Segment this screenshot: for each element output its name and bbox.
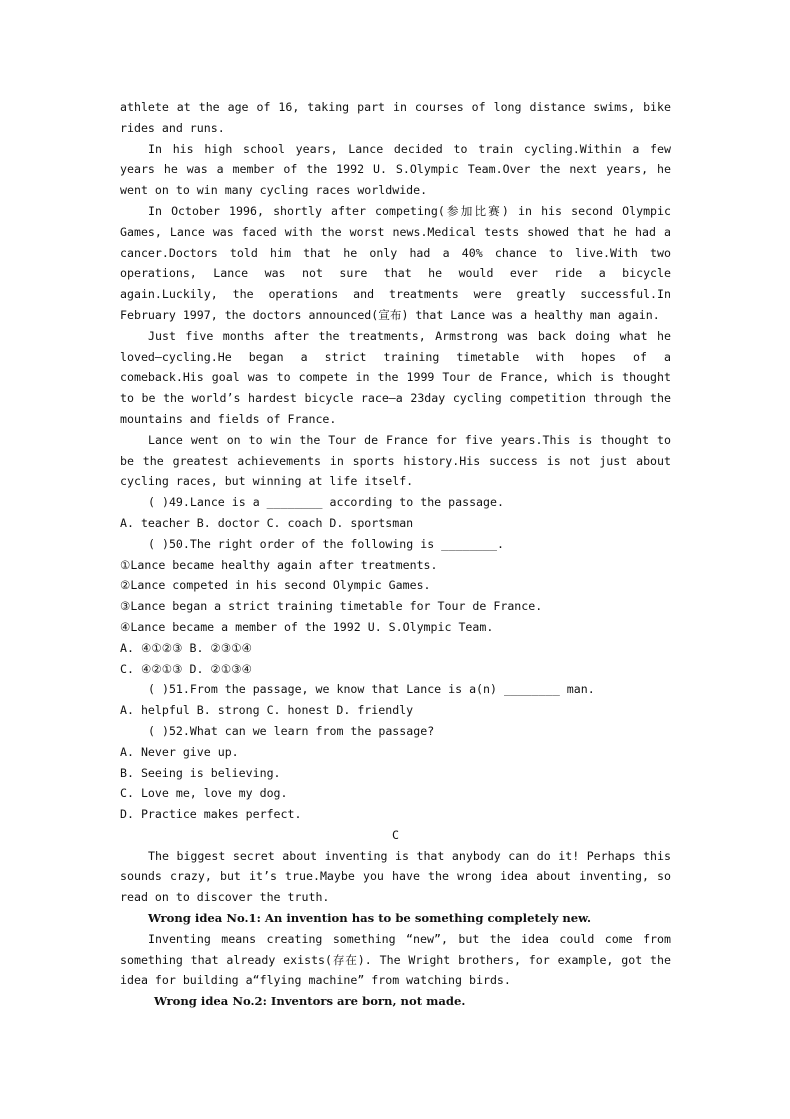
question-51: ( )51.From the passage, we know that Lance is a(n) ________ man.: [148, 682, 595, 697]
document-page: [120, 97, 671, 1012]
question-52-option-b: B. Seeing is believing.: [120, 765, 281, 780]
question-52: ( )52.What can we learn from the passage?: [148, 723, 435, 738]
wrong-idea-1-heading: Wrong idea No.1: An invention has to be something completely new.: [148, 911, 592, 926]
question-51-options: A. helpful B. strong C. honest D. friendly: [120, 703, 414, 718]
question-50-statement-4: ④Lance became a member of the 1992 U. S.Olympic Team.: [120, 619, 494, 634]
paragraph-b1-tail: athlete at the age of 16, taking part in courses of long distance swims, bike rides and runs.: [120, 100, 671, 135]
question-50-statement-1: ①Lance became healthy again after treatments.: [120, 557, 438, 572]
question-49: ( )49.Lance is a ________ according to the passage.: [148, 495, 504, 510]
paragraph-b2: In his high school years, Lance decided to train cycling.Within a few years he was a member of the 1992 U. S.Olympic Team.Over the next years, he went on to win many cycling races worldwide.: [120, 141, 671, 198]
question-50-statement-2: ②Lance competed in his second Olympic Games.: [120, 578, 431, 593]
paragraph-c-intro: The biggest secret about inventing is that anybody can do it! Perhaps this sounds crazy, but it’s true.Maybe you have the wrong idea about inventing, so read on to discover the truth.: [120, 848, 671, 905]
wrong-idea-2-heading: Wrong idea No.2: Inventors are born, not made.: [154, 994, 466, 1009]
question-50: ( )50.The right order of the following is ________.: [148, 536, 504, 551]
question-49-options: A. teacher B. doctor C. coach D. sportsman: [120, 515, 414, 530]
question-52-option-c: C. Love me, love my dog.: [120, 786, 288, 801]
question-52-option-d: D. Practice makes perfect.: [120, 807, 302, 822]
question-50-options-ab: A. ④①②③ B. ②③①④: [120, 640, 253, 655]
paragraph-b3: In October 1996, shortly after competing(参加比赛) in his second Olympic Games, Lance was faced with the worst news.Medical tests showed that he had a cancer.Doctors told him that he only had a 40% chance to live.With two operations, Lance was not sure that he would ever ride a bicycle again.Luckily, the operations and treatments were greatly successful.In February 1997, the doctors announced(宣布) that Lance was a healthy man again.: [120, 203, 671, 322]
question-52-option-a: A. Never give up.: [120, 744, 239, 759]
paragraph-wrong-idea-1: Inventing means creating something “new”, but the idea could come from something that already exists(存在). The Wright brothers, for example, got the idea for building a“flying machine” from watching birds.: [120, 931, 671, 988]
question-50-options-cd: C. ④②①③ D. ②①③④: [120, 661, 253, 676]
section-c-heading: C: [392, 827, 399, 842]
question-50-statement-3: ③Lance began a strict training timetable for Tour de France.: [120, 599, 543, 614]
paragraph-b5: Lance went on to win the Tour de France for five years.This is thought to be the greatest achievements in sports history.His success is not just about cycling races, but winning at life itself.: [120, 432, 671, 489]
paragraph-b4: Just five months after the treatments, Armstrong was back doing what he loved—cycling.He began a strict training timetable with hopes of a comeback.His goal was to compete in the 1999 Tour de France, which is thought to be the world’s hardest bicycle race—a 23day cycling competition through the mountains and fields of France.: [120, 328, 671, 426]
